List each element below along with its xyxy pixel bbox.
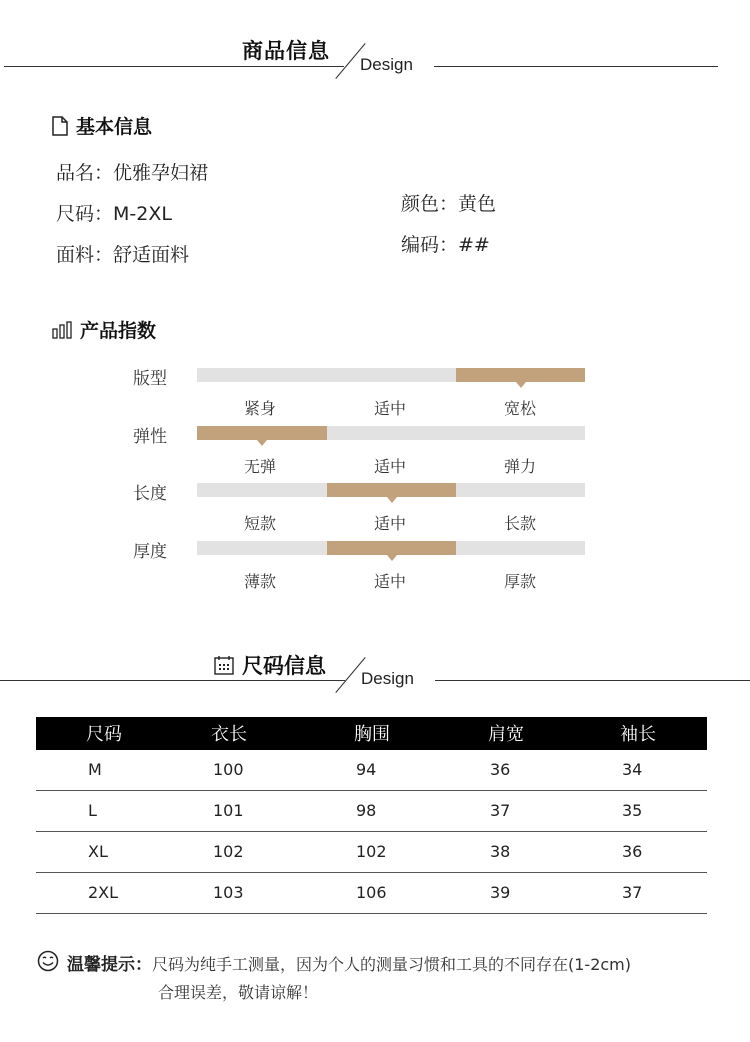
table-cell: 101 — [213, 801, 244, 820]
index-bar-track — [197, 541, 585, 555]
header2-design-text: Design — [361, 669, 414, 688]
info-color — [401, 189, 496, 216]
index-option: 长款 — [503, 514, 536, 533]
info-code — [401, 230, 490, 257]
info-fabric — [56, 240, 189, 267]
info-fabric-value: 舒适面料 — [113, 244, 190, 266]
size-table-body — [36, 750, 707, 914]
header-line-right — [434, 66, 718, 67]
table-cell: 37 — [490, 801, 511, 820]
calendar-icon — [214, 655, 234, 675]
index-bar-pointer — [516, 382, 526, 388]
index-bar-pointer — [387, 555, 397, 561]
table-header-cell: 尺码 — [86, 724, 122, 745]
info-size-label: 尺码： — [56, 203, 114, 225]
info-fabric-label: 面料： — [56, 244, 114, 266]
info-code-value: ## — [458, 234, 490, 256]
table-cell: 106 — [356, 883, 387, 902]
table-cell: 36 — [622, 842, 643, 861]
header-design-text: Design — [360, 55, 413, 74]
note-text-1: 尺码为纯手工测量，因为个人的测量习惯和工具的不同存在(1-2cm) — [152, 955, 632, 974]
info-name — [56, 158, 208, 185]
table-cell: L — [88, 801, 97, 820]
table-row — [36, 873, 707, 914]
index-option: 宽松 — [503, 399, 536, 418]
table-cell: M — [88, 760, 102, 779]
index-option: 弹力 — [503, 456, 536, 476]
index-option: 紧身 — [243, 399, 276, 418]
table-row — [36, 791, 707, 832]
table-cell: 39 — [490, 883, 511, 902]
index-label: 长度 — [133, 484, 167, 504]
table-cell: XL — [88, 842, 108, 861]
info-color-label: 颜色： — [401, 193, 459, 215]
header2-line-left — [0, 680, 345, 681]
table-cell: 37 — [622, 883, 643, 902]
index-option: 适中 — [373, 571, 406, 591]
index-option: 无弹 — [243, 456, 276, 476]
index-bar-fill — [456, 368, 585, 382]
table-header-cell: 衣长 — [211, 724, 247, 745]
info-size — [56, 199, 172, 226]
index-label: 弹性 — [133, 426, 167, 447]
bar-chart-icon — [52, 321, 72, 339]
index-bar-track — [197, 368, 585, 382]
header2-line-right — [435, 680, 750, 681]
table-cell: 94 — [356, 760, 377, 779]
table-cell: 103 — [213, 883, 244, 902]
table-cell: 35 — [622, 801, 643, 820]
table-header-cell: 肩宽 — [488, 724, 524, 745]
note-line-2: 合理误差，敬请谅解！ — [158, 983, 319, 1002]
smile-icon — [37, 950, 59, 972]
table-cell: 102 — [356, 842, 387, 861]
product-index-title — [52, 316, 156, 343]
table-cell: 36 — [490, 760, 511, 779]
index-bar-pointer — [257, 440, 267, 446]
table-cell: 2XL — [88, 883, 119, 902]
table-header-cell: 袖长 — [620, 724, 656, 745]
info-name-label: 品名： — [56, 162, 114, 184]
size-info-title-text: 尺码信息 — [242, 654, 326, 678]
index-bar-fill — [327, 483, 456, 497]
index-bar-fill — [197, 426, 327, 440]
index-option: 适中 — [373, 514, 406, 533]
product-index-title-text: 产品指数 — [80, 320, 157, 342]
header-line-left — [4, 66, 344, 67]
index-label: 版型 — [133, 369, 167, 389]
index-option: 薄款 — [243, 571, 276, 591]
section-title-product-info: 商品信息 — [242, 39, 330, 63]
table-row — [36, 750, 707, 791]
note-label: 温馨提示： — [67, 955, 152, 975]
table-row — [36, 832, 707, 873]
table-cell: 98 — [356, 801, 377, 820]
basic-info-title-text: 基本信息 — [76, 116, 153, 138]
index-option: 适中 — [373, 456, 406, 476]
section-title-size-info — [214, 650, 326, 680]
index-bar-track — [197, 483, 585, 497]
table-cell: 38 — [490, 842, 511, 861]
index-bar-fill — [327, 541, 456, 555]
info-size-value: M-2XL — [113, 203, 172, 225]
info-code-label: 编码： — [401, 234, 459, 256]
table-cell: 100 — [213, 760, 244, 779]
info-color-value: 黄色 — [458, 193, 497, 215]
note-line-1 — [67, 950, 631, 975]
size-table — [36, 717, 707, 914]
index-option: 厚款 — [503, 571, 536, 591]
table-cell: 34 — [622, 760, 643, 779]
index-label: 厚度 — [133, 541, 167, 562]
index-bar-pointer — [387, 497, 397, 503]
document-icon — [52, 116, 68, 136]
basic-info-title — [52, 112, 152, 139]
index-bar-track — [197, 426, 585, 440]
index-option: 短款 — [243, 514, 276, 533]
info-name-value: 优雅孕妇裙 — [113, 162, 209, 184]
index-option: 适中 — [373, 399, 406, 418]
table-cell: 102 — [213, 842, 244, 861]
table-header-cell: 胸围 — [354, 724, 390, 745]
size-table-header — [36, 717, 707, 750]
